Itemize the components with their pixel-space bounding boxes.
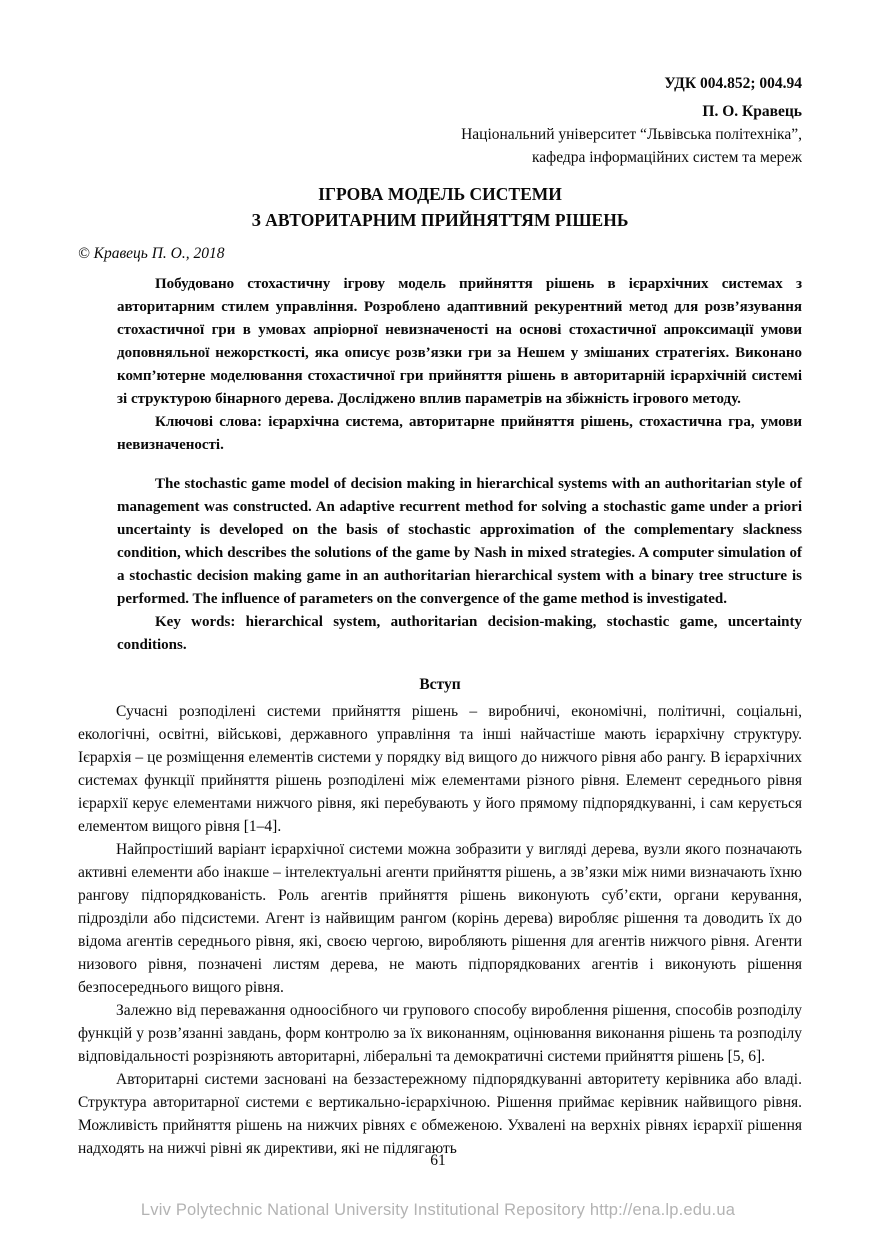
keywords-english: Key words: hierarchical system, authoritarian decision-making, stochastic game, uncertainty conditions. bbox=[117, 614, 802, 653]
abstract-english: The stochastic game model of decision making in hierarchical systems with an authoritarian style of management was constructed. An adaptive recurrent method for solving a stochastic game under a priori uncertainty is developed on the basis of stochastic approximation of the complementary slackness condition, which describes the solutions of the game by Nash in mixed strategies. A computer simulation of a stochastic decision making game in an authoritarian hierarchical system with a binary tree structure is performed. The influence of parameters on the convergence of the game method is investigated. bbox=[117, 476, 802, 607]
section-heading-intro: Вступ bbox=[419, 676, 461, 693]
body-paragraph: Сучасні розподілені системи прийняття рішень – виробничі, економічні, політичні, соціальні, екологічні, освітні, військові, державного управління та інші найчастіше мають ієрархічну структуру. Ієрархія – це розміщення елементів системи у порядку від вищого до нижчого рівня або рангу. В ієрархічних системах функції прийняття рішень розподілені між елементами різного рівня. Елемент середнього рівня ієрархії керує елементами нижчого рівня, які перебувають у його прямому підпорядкуванні, і сам керується елементом вищого рівня [1–4]. bbox=[78, 703, 802, 835]
intro-section-body bbox=[78, 700, 802, 1160]
abstract-ukrainian-block bbox=[117, 273, 802, 457]
page-number: 61 bbox=[430, 1152, 446, 1169]
paper-title-line-1: ІГРОВА МОДЕЛЬ СИСТЕМИ bbox=[318, 184, 562, 204]
copyright-notice: © Кравець П. О., 2018 bbox=[78, 245, 225, 262]
paper-title-line-2: З АВТОРИТАРНИМ ПРИЙНЯТТЯМ РІШЕНЬ bbox=[251, 210, 629, 230]
author-name: П. О. Кравець bbox=[702, 103, 802, 120]
udc-code: УДК 004.852; 004.94 bbox=[664, 75, 802, 92]
abstract-english-block bbox=[117, 473, 802, 657]
body-paragraph: Найпростіший варіант ієрархічної системи можна зобразити у вигляді дерева, вузли якого позначають активні елементи або інакше – інтелектуальні агенти прийняття рішень, а зв’язки між ними визначають їхню рангову підпорядкованість. Роль агентів прийняття рішень виконують суб’єкти, органи керування, підрозділи або підсистеми. Агент із найвищим рангом (корінь дерева) виробляє рішення та доводить їх до відома агентів середнього рівня, які, своєю чергою, виробляють рішення для агентів нижчого рівня. Агенти низового рівня, позначені листям дерева, не мають підпорядкованих агентів і виконують рішення безпосереднього вищого рівня. bbox=[78, 841, 802, 996]
paper-title bbox=[78, 181, 802, 233]
affiliation-line-1: Національний університет “Львівська політехніка”, bbox=[461, 126, 802, 143]
repository-footer: Lviv Polytechnic National University Institutional Repository http://ena.lp.edu.ua bbox=[140, 1201, 736, 1219]
keywords-ukrainian: Ключові слова: ієрархічна система, авторитарне прийняття рішень, стохастична гра, умови невизначеності. bbox=[117, 414, 802, 453]
page-content bbox=[78, 72, 802, 1160]
body-paragraph: Залежно від переважання одноосібного чи групового способу вироблення рішення, способів розподілу функцій у розв’язанні завдань, форм контролю за їх виконанням, оцінювання виконання рішень та розподілу відповідальності розрізняють авторитарні, ліберальні та демократичні системи прийняття рішень [5, 6]. bbox=[78, 1002, 802, 1065]
affiliation-line-2: кафедра інформаційних систем та мереж bbox=[531, 149, 802, 166]
body-paragraph: Авторитарні системи засновані на беззастережному підпорядкуванні авторитету керівника або владі. Структура авторитарної системи є вертикально-ієрархічною. Рішення приймає керівник найвищого рівня. Можливість прийняття рішень на нижчих рівнях є обмеженою. Ухвалені на верхніх рівнях ієрархії рішення надходять на нижчі рівні як директиви, які не підлягають bbox=[78, 1071, 802, 1157]
abstract-ukrainian: Побудовано стохастичну ігрову модель прийняття рішень в ієрархічних системах з авторитарним стилем управління. Розроблено адаптивний рекурентний метод для розв’язування стохастичної гри в умовах апріорної невизначеності на основі стохастичної апроксимації умови доповняльної нежорсткості, яка описує розв’язки гри за Нешем у змішаних стратегіях. Виконано комп’ютерне моделювання стохастичної гри прийняття рішень в авторитарній ієрархічній системі зі структурою бінарного дерева. Досліджено вплив параметрів на збіжність ігрового методу. bbox=[117, 276, 802, 407]
